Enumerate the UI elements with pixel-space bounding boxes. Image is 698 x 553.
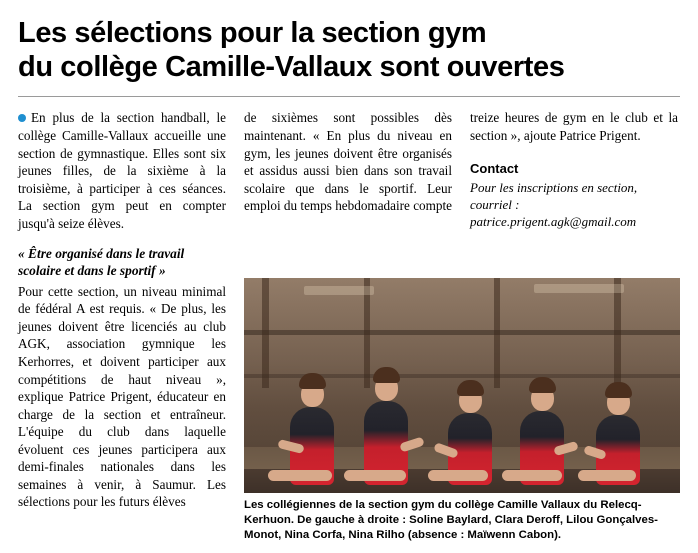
contact-details: Pour les inscriptions en section, courriel : patrice.prigent.agk@gmail.com — [470, 179, 638, 229]
bullet-icon — [18, 114, 26, 122]
photo-image — [244, 278, 680, 493]
gymnast-1 — [282, 357, 342, 485]
photo-light-2 — [534, 284, 624, 293]
gymnast-4 — [512, 361, 570, 485]
gymnast-3 — [440, 365, 498, 485]
photo-caption: Les collégiennes de la section gym du collège Camille Vallaux du Relecq-Kerhuon. De gauche à droite : Soline Baylard, Clara Deroff, Lilou Gonçalves-Monot, Nina Corfa, Nina Rilho (absence : Maïwenn Cabon). — [244, 499, 658, 542]
article-subhead: « Être organisé dans le travail scolaire et dans le sportif » — [18, 246, 185, 279]
article-photo — [244, 278, 680, 493]
lead-paragraph — [18, 109, 226, 232]
lead-paragraph-text: En plus de la section handball, le collège Camille-Vallaux accueille une section de gymnastique. Elles sont six jeunes filles, de la sixième à la troisième, à participer à ces séances. La section gym peut en compter jusqu'à seize élèves. — [18, 110, 226, 231]
gymnast-2 — [356, 349, 416, 485]
column-1-body: Pour cette section, un niveau minimal de fédéral A est requis. « De plus, les jeunes doivent être licenciés au club AGK, association gymnique les Kerhorres, et doivent participer aux compétitions de haut niveau », explique Patrice Prigent, éducateur en charge de la section et entraîneur. L'équipe du club dans laquelle évoluent ces jeunes participera aux demi-finales nationales dans les semaines à venir, à Saumur. Les sélections pour les futurs élèves — [18, 283, 226, 510]
contact-heading: Contact — [470, 160, 519, 176]
gymnast-5 — [588, 367, 646, 485]
page-title — [0, 0, 698, 84]
photo-light-1 — [304, 286, 374, 295]
column-2-body: de sixièmes sont possibles dès maintenant. « En plus du niveau en gym, les jeunes doivent être organisés et assidus aussi bien dans son travail scolaire que dans le sportif. Leur emploi du temps hebdomadaire compte — [244, 110, 453, 214]
column-1 — [18, 109, 226, 510]
headline-line-1: Les sélections pour la section gym — [18, 17, 487, 49]
photo-beam-1 — [262, 278, 269, 388]
column-3-body: treize heures de gym en le club et la section », ajoute Patrice Prigent. — [470, 110, 678, 143]
headline-line-2: du collège Camille-Vallaux sont ouvertes — [18, 51, 565, 84]
